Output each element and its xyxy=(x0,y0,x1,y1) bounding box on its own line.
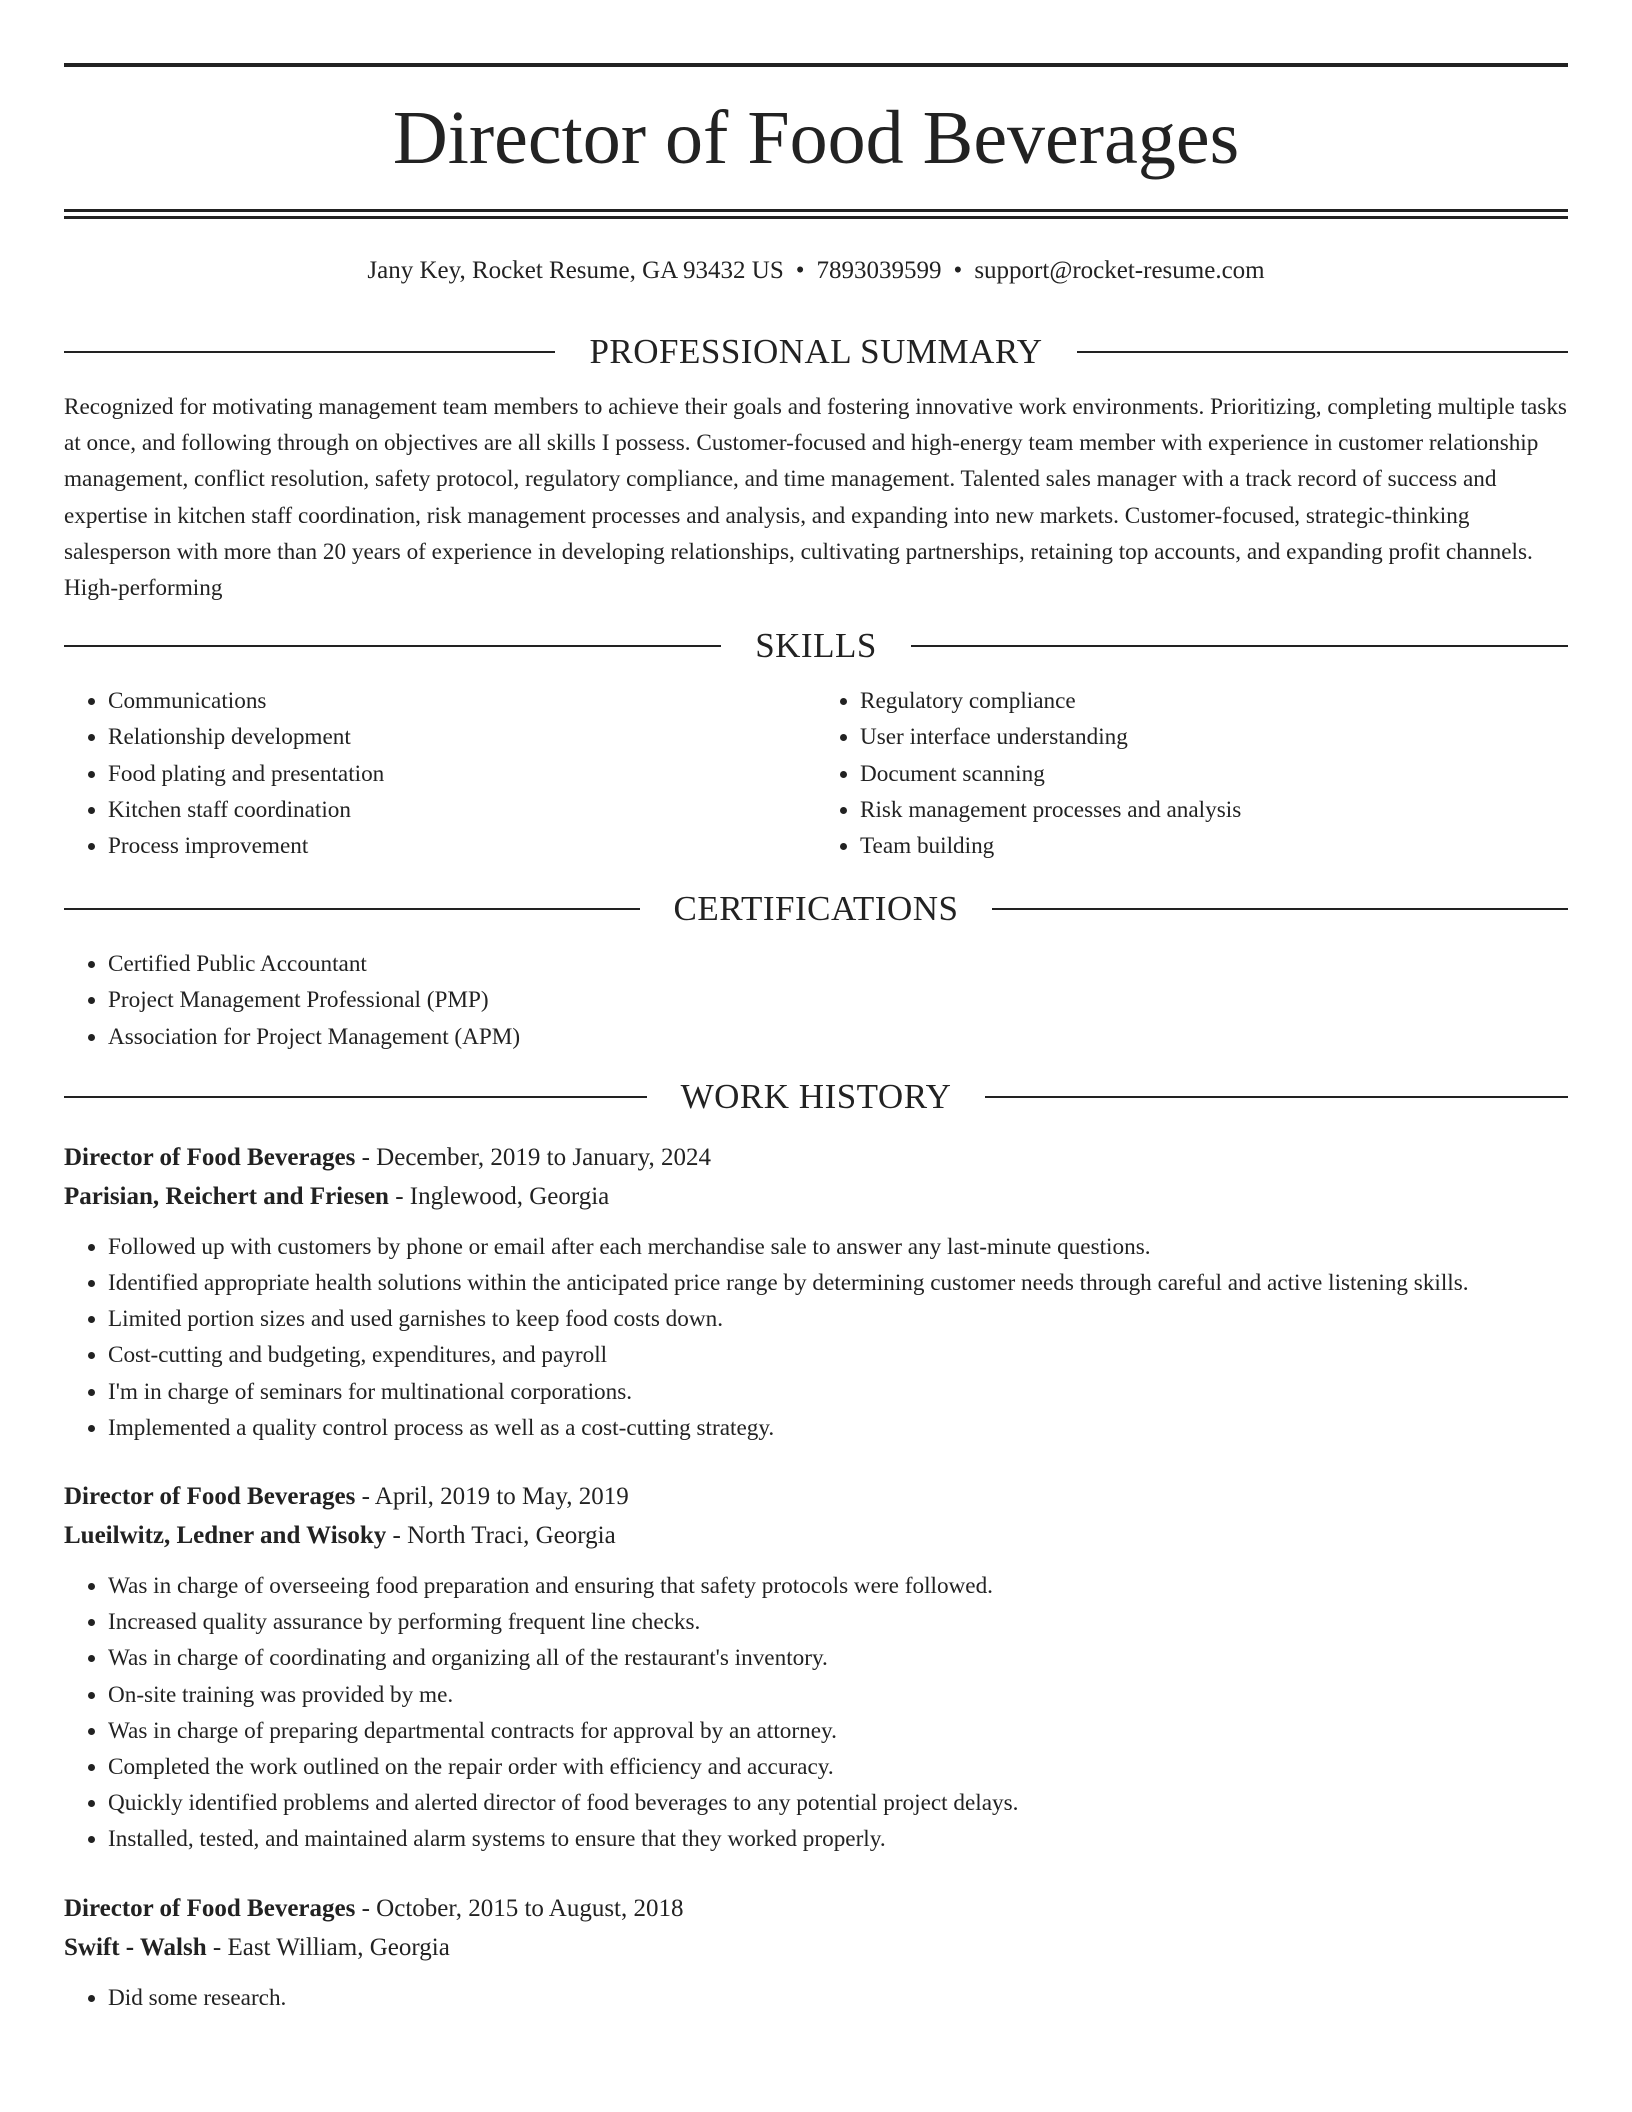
section-rule xyxy=(64,645,721,647)
certifications-list xyxy=(64,946,1568,1055)
certification-item: • Association for Project Management (APM) xyxy=(108,1019,1568,1055)
job-company-line xyxy=(64,1177,1568,1216)
summary-section-header xyxy=(64,327,1568,377)
job-duty: • Quickly identified problems and alerted director of food beverages to any potential project delays. xyxy=(108,1785,1568,1821)
job-duty: • Limited portion sizes and used garnishes to keep food costs down. xyxy=(108,1301,1568,1337)
certifications-section-header xyxy=(64,884,1568,934)
job-title: Director of Food Beverages xyxy=(64,1143,356,1171)
job-duties-list xyxy=(64,1229,1568,1446)
skill-item: • Food plating and presentation xyxy=(108,756,816,792)
job-duties-list xyxy=(64,1980,1568,2016)
skill-item: • Risk management processes and analysis xyxy=(860,792,1568,828)
section-rule xyxy=(1077,351,1568,353)
job-title-line xyxy=(64,1889,1568,1928)
section-rule xyxy=(64,908,640,910)
work-history-section-header xyxy=(64,1072,1568,1122)
job-duties-list xyxy=(64,1568,1568,1858)
job-company: Swift - Walsh xyxy=(64,1933,207,1961)
certification-item: • Project Management Professional (PMP) xyxy=(108,982,1568,1018)
contact-separator: • xyxy=(953,257,963,284)
contact-phone: 7893039599 xyxy=(816,257,942,284)
job-title: Director of Food Beverages xyxy=(64,1894,356,1922)
job-entry xyxy=(64,1477,1568,1858)
contact-email: support@rocket-resume.com xyxy=(974,257,1265,284)
job-dates: - April, 2019 to May, 2019 xyxy=(355,1483,629,1511)
job-duty: • On-site training was provided by me. xyxy=(108,1677,1568,1713)
skill-item: • Regulatory compliance xyxy=(860,683,1568,719)
skill-item: • User interface understanding xyxy=(860,719,1568,755)
contact-line xyxy=(64,254,1568,288)
job-duty: • Increased quality assurance by performing frequent line checks. xyxy=(108,1604,1568,1640)
section-rule xyxy=(992,908,1568,910)
job-title: Director of Food Beverages xyxy=(64,1483,356,1511)
contact-separator: • xyxy=(795,257,805,284)
job-duty: • I'm in charge of seminars for multinational corporations. xyxy=(108,1374,1568,1410)
job-duty: • Identified appropriate health solutions within the anticipated price range by determining customer needs through careful and active listening skills. xyxy=(108,1265,1568,1301)
skill-item: • Communications xyxy=(108,683,816,719)
skills-section-header xyxy=(64,621,1568,671)
job-company-line xyxy=(64,1928,1568,1967)
summary-text: Recognized for motivating management team members to achieve their goals and fostering innovative work environments. Prioritizing, completing multiple tasks at once, and following through on objectives are all skills I possess. Customer-focused and high-energy team member with experience in customer relationship management, conflict resolution, safety protocol, regulatory compliance, and time management. Talented sales manager with a track record of success and expertise in kitchen staff coordination, risk management processes and analysis, and expanding into new markets. Customer-focused, strategic-thinking salesperson with more than 20 years of experience in developing relationships, cultivating partnerships, retaining top accounts, and expanding profit channels. High-performing xyxy=(64,394,1567,602)
resume-title: Director of Food Beverages xyxy=(392,96,1240,180)
certification-item: • Certified Public Accountant xyxy=(108,946,1568,982)
resume-page xyxy=(64,0,1568,2016)
contact-address: Jany Key, Rocket Resume, GA 93432 US xyxy=(367,257,784,284)
job-location: - Inglewood, Georgia xyxy=(388,1182,610,1210)
job-location: - East William, Georgia xyxy=(206,1933,450,1961)
job-duty: • Was in charge of overseeing food preparation and ensuring that safety protocols were followed. xyxy=(108,1568,1568,1604)
job-entry xyxy=(64,1138,1568,1446)
skills-column-left xyxy=(64,683,816,864)
skill-item: • Kitchen staff coordination xyxy=(108,792,816,828)
job-company: Parisian, Reichert and Friesen xyxy=(64,1182,389,1210)
job-duty: • Followed up with customers by phone or email after each merchandise sale to answer any last-minute questions. xyxy=(108,1229,1568,1265)
section-rule xyxy=(985,1096,1568,1098)
skills-list xyxy=(64,683,1568,864)
skill-item: • Process improvement xyxy=(108,828,816,864)
work-history-heading: WORK HISTORY xyxy=(680,1076,952,1116)
job-company: Lueilwitz, Ledner and Wisoky xyxy=(64,1522,387,1550)
job-title-line xyxy=(64,1477,1568,1516)
job-duty: • Implemented a quality control process as well as a cost-cutting strategy. xyxy=(108,1410,1568,1446)
job-company-line xyxy=(64,1516,1568,1555)
job-duty: • Completed the work outlined on the repair order with efficiency and accuracy. xyxy=(108,1749,1568,1785)
job-duty: • Was in charge of preparing departmental contracts for approval by an attorney. xyxy=(108,1713,1568,1749)
skill-item: • Document scanning xyxy=(860,756,1568,792)
job-duty: • Did some research. xyxy=(108,1980,1568,2016)
job-entry xyxy=(64,1889,1568,2016)
job-duty: • Cost-cutting and budgeting, expenditures, and payroll xyxy=(108,1337,1568,1373)
summary-heading: PROFESSIONAL SUMMARY xyxy=(589,332,1043,371)
section-rule xyxy=(64,351,555,353)
job-title-line xyxy=(64,1138,1568,1177)
job-dates: - December, 2019 to January, 2024 xyxy=(355,1143,711,1171)
certifications-heading: CERTIFICATIONS xyxy=(673,889,959,929)
skill-item: • Relationship development xyxy=(108,719,816,755)
skill-item: • Team building xyxy=(860,828,1568,864)
section-rule xyxy=(64,1096,647,1098)
skills-column-right xyxy=(816,683,1568,864)
job-duty: • Was in charge of coordinating and organizing all of the restaurant's inventory. xyxy=(108,1640,1568,1676)
job-dates: - October, 2015 to August, 2018 xyxy=(355,1894,684,1922)
job-location: - North Traci, Georgia xyxy=(386,1522,616,1550)
section-rule xyxy=(911,645,1568,647)
skills-heading: SKILLS xyxy=(755,626,877,666)
title-double-rule xyxy=(64,209,1568,219)
job-duty: • Installed, tested, and maintained alarm systems to ensure that they worked properly. xyxy=(108,1821,1568,1857)
